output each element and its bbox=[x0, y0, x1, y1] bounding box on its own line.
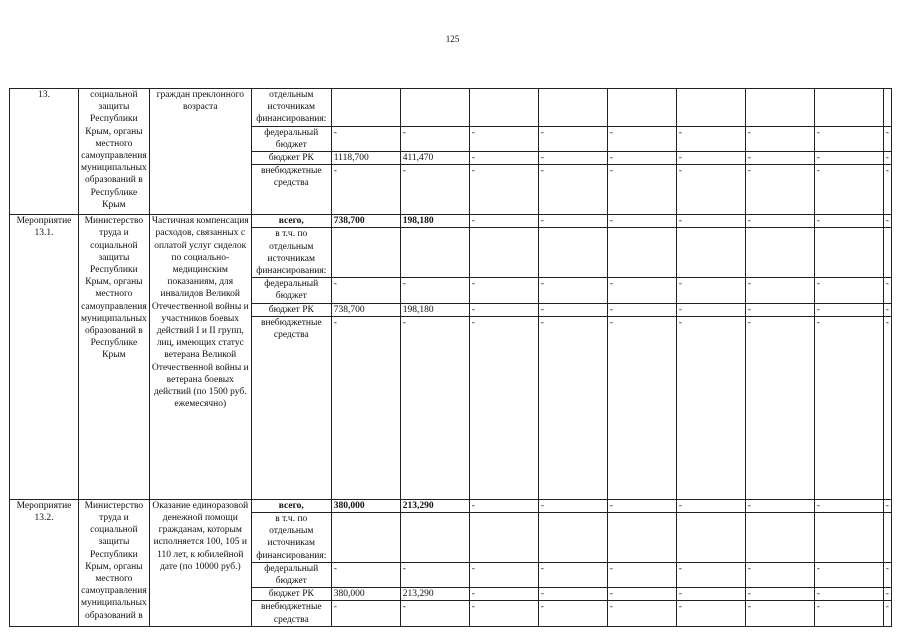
year-amount-cell: - bbox=[538, 278, 607, 303]
year-amount-cell: - bbox=[607, 215, 676, 228]
year-amount-cell: - bbox=[745, 165, 814, 215]
year-amount-cell bbox=[814, 89, 883, 127]
year-amount-cell: - bbox=[745, 562, 814, 587]
year-amount-cell: - bbox=[676, 562, 745, 587]
description-cell: граждан преклонного возраста bbox=[149, 89, 251, 215]
year-amount-cell: - bbox=[676, 303, 745, 316]
year-amount-cell: - bbox=[538, 152, 607, 165]
year-amount-cell: - bbox=[538, 165, 607, 215]
year-amount-cell bbox=[745, 513, 814, 563]
year-amount-cell: - bbox=[469, 215, 538, 228]
year-amount-cell bbox=[607, 228, 676, 278]
year-amount-cell: - bbox=[814, 278, 883, 303]
year-amount-cell: - bbox=[814, 562, 883, 587]
year-amount-cell: - bbox=[607, 126, 676, 151]
year-amount-cell: - bbox=[607, 499, 676, 512]
year-amount-cell: - bbox=[676, 316, 745, 499]
table-row bbox=[10, 215, 892, 228]
year-amount-cell: - bbox=[469, 126, 538, 151]
amount-cell: - bbox=[400, 126, 469, 151]
year-amount-cell: - bbox=[538, 562, 607, 587]
page-number: 125 bbox=[445, 34, 460, 44]
funding-source-cell: федеральный бюджет bbox=[251, 562, 331, 587]
year-amount-cell bbox=[538, 513, 607, 563]
executor-cell: Министерство труда и социальной защиты Республики Крым, органы местного самоуправления муниципальных образований в Республике Крым bbox=[79, 215, 150, 500]
year-amount-cell: - bbox=[745, 152, 814, 165]
year-amount-cell bbox=[469, 228, 538, 278]
year-amount-cell: - bbox=[814, 588, 883, 601]
year-amount-cell bbox=[676, 89, 745, 127]
year-amount-cell: - bbox=[814, 165, 883, 215]
funding-source-cell: в т.ч. по отдельным источникам финансирования: bbox=[251, 513, 331, 563]
amount-cell: - bbox=[400, 562, 469, 587]
measure-number-cell: Мероприятие 13.2. bbox=[10, 499, 79, 626]
year-amount-cell: - bbox=[538, 601, 607, 626]
year-amount-cell: - bbox=[883, 588, 891, 601]
amount-cell: - bbox=[400, 601, 469, 626]
year-amount-cell: - bbox=[676, 601, 745, 626]
year-amount-cell: - bbox=[607, 278, 676, 303]
funding-source-cell: внебюджетные средства bbox=[251, 601, 331, 626]
year-amount-cell bbox=[676, 513, 745, 563]
year-amount-cell: - bbox=[676, 588, 745, 601]
year-amount-cell: - bbox=[883, 152, 891, 165]
amount-cell: 738,700 bbox=[331, 303, 400, 316]
funding-source-cell: бюджет РК bbox=[251, 303, 331, 316]
amount-cell: - bbox=[331, 316, 400, 499]
amount-cell bbox=[331, 89, 400, 127]
amount-cell bbox=[331, 228, 400, 278]
year-amount-cell bbox=[676, 228, 745, 278]
year-amount-cell: - bbox=[814, 215, 883, 228]
description-cell: Частичная компенсация расходов, связанных с оплатой услуг сиделок по социально-медицинским показаниям, для инвалидов Великой Отечественной войны и участников боевых действий I и II групп, лиц, имеющих статус ветерана Великой Отечественной войны и ветерана боевых действий (по 1500 руб. ежемесячно) bbox=[149, 215, 251, 500]
year-amount-cell bbox=[469, 513, 538, 563]
year-amount-cell: - bbox=[469, 278, 538, 303]
year-amount-cell: - bbox=[469, 562, 538, 587]
year-amount-cell bbox=[469, 89, 538, 127]
funding-source-cell: бюджет РК bbox=[251, 588, 331, 601]
year-amount-cell: - bbox=[607, 601, 676, 626]
year-amount-cell: - bbox=[745, 601, 814, 626]
year-amount-cell: - bbox=[814, 126, 883, 151]
year-amount-cell bbox=[538, 228, 607, 278]
year-amount-cell: - bbox=[676, 215, 745, 228]
amount-cell: - bbox=[400, 165, 469, 215]
amount-cell: 198,180 bbox=[400, 303, 469, 316]
amount-cell bbox=[331, 513, 400, 563]
year-amount-cell: - bbox=[883, 499, 891, 512]
year-amount-cell: - bbox=[745, 215, 814, 228]
year-amount-cell bbox=[883, 89, 891, 127]
year-amount-cell: - bbox=[745, 303, 814, 316]
funding-source-cell: бюджет РК bbox=[251, 152, 331, 165]
year-amount-cell: - bbox=[745, 126, 814, 151]
table-row bbox=[10, 89, 892, 127]
amount-cell: - bbox=[331, 126, 400, 151]
year-amount-cell: - bbox=[814, 316, 883, 499]
year-amount-cell: - bbox=[814, 601, 883, 626]
amount-cell: 411,470 bbox=[400, 152, 469, 165]
executor-cell: социальной защиты Республики Крым, органы местного самоуправления муниципальных образований в Республике Крым bbox=[79, 89, 150, 215]
amount-cell: 1118,700 bbox=[331, 152, 400, 165]
year-amount-cell: - bbox=[607, 562, 676, 587]
year-amount-cell: - bbox=[607, 316, 676, 499]
year-amount-cell bbox=[883, 228, 891, 278]
funding-source-cell: федеральный бюджет bbox=[251, 278, 331, 303]
year-amount-cell: - bbox=[883, 316, 891, 499]
year-amount-cell: - bbox=[745, 588, 814, 601]
executor-cell: Министерство труда и социальной защиты Республики Крым, органы местного самоуправления муниципальных образований в bbox=[79, 499, 150, 626]
year-amount-cell: - bbox=[538, 303, 607, 316]
amount-cell: 380,000 bbox=[331, 588, 400, 601]
year-amount-cell bbox=[883, 513, 891, 563]
amount-cell: 213,290 bbox=[400, 588, 469, 601]
year-amount-cell: - bbox=[607, 152, 676, 165]
year-amount-cell: - bbox=[745, 316, 814, 499]
year-amount-cell: - bbox=[883, 165, 891, 215]
year-amount-cell: - bbox=[883, 601, 891, 626]
year-amount-cell: - bbox=[676, 152, 745, 165]
year-amount-cell bbox=[607, 89, 676, 127]
year-amount-cell: - bbox=[883, 303, 891, 316]
year-amount-cell: - bbox=[538, 215, 607, 228]
year-amount-cell: - bbox=[469, 588, 538, 601]
budget-table bbox=[9, 88, 892, 627]
year-amount-cell: - bbox=[469, 499, 538, 512]
funding-source-cell: федеральный бюджет bbox=[251, 126, 331, 151]
amount-cell bbox=[400, 89, 469, 127]
year-amount-cell: - bbox=[469, 303, 538, 316]
year-amount-cell: - bbox=[607, 303, 676, 316]
amount-cell: 198,180 bbox=[400, 215, 469, 228]
year-amount-cell bbox=[814, 228, 883, 278]
year-amount-cell bbox=[745, 89, 814, 127]
amount-cell: - bbox=[331, 562, 400, 587]
year-amount-cell: - bbox=[745, 278, 814, 303]
year-amount-cell: - bbox=[883, 215, 891, 228]
year-amount-cell: - bbox=[676, 499, 745, 512]
year-amount-cell: - bbox=[676, 126, 745, 151]
funding-source-cell: внебюджетные средства bbox=[251, 316, 331, 499]
year-amount-cell bbox=[607, 513, 676, 563]
year-amount-cell: - bbox=[814, 303, 883, 316]
year-amount-cell: - bbox=[538, 499, 607, 512]
year-amount-cell bbox=[538, 89, 607, 127]
year-amount-cell bbox=[814, 513, 883, 563]
year-amount-cell: - bbox=[607, 165, 676, 215]
year-amount-cell: - bbox=[538, 126, 607, 151]
amount-cell: - bbox=[331, 601, 400, 626]
funding-source-cell: всего, bbox=[251, 215, 331, 228]
amount-cell: 213,290 bbox=[400, 499, 469, 512]
year-amount-cell: - bbox=[469, 601, 538, 626]
year-amount-cell: - bbox=[538, 316, 607, 499]
year-amount-cell: - bbox=[814, 499, 883, 512]
year-amount-cell: - bbox=[469, 152, 538, 165]
amount-cell: 380,000 bbox=[331, 499, 400, 512]
funding-source-cell: всего, bbox=[251, 499, 331, 512]
amount-cell: - bbox=[400, 278, 469, 303]
amount-cell: - bbox=[331, 165, 400, 215]
year-amount-cell: - bbox=[676, 278, 745, 303]
amount-cell bbox=[400, 228, 469, 278]
amount-cell: - bbox=[400, 316, 469, 499]
measure-number-cell: 13. bbox=[10, 89, 79, 215]
year-amount-cell bbox=[745, 228, 814, 278]
measure-number-cell: Мероприятие 13.1. bbox=[10, 215, 79, 500]
amount-cell: - bbox=[331, 278, 400, 303]
year-amount-cell: - bbox=[538, 588, 607, 601]
funding-source-cell: в т.ч. по отдельным источникам финансирования: bbox=[251, 228, 331, 278]
year-amount-cell: - bbox=[883, 278, 891, 303]
funding-source-cell: внебюджетные средства bbox=[251, 165, 331, 215]
year-amount-cell: - bbox=[676, 165, 745, 215]
year-amount-cell: - bbox=[745, 499, 814, 512]
year-amount-cell: - bbox=[607, 588, 676, 601]
year-amount-cell: - bbox=[469, 165, 538, 215]
year-amount-cell: - bbox=[814, 152, 883, 165]
description-cell: Оказание единоразовой денежной помощи гражданам, которым исполняется 100, 105 и 110 лет, к юбилейной дате (по 10000 руб.) bbox=[149, 499, 251, 626]
funding-source-cell: отдельным источникам финансирования: bbox=[251, 89, 331, 127]
year-amount-cell: - bbox=[883, 562, 891, 587]
year-amount-cell: - bbox=[469, 316, 538, 499]
amount-cell bbox=[400, 513, 469, 563]
year-amount-cell: - bbox=[883, 126, 891, 151]
table-row bbox=[10, 499, 892, 512]
amount-cell: 738,700 bbox=[331, 215, 400, 228]
